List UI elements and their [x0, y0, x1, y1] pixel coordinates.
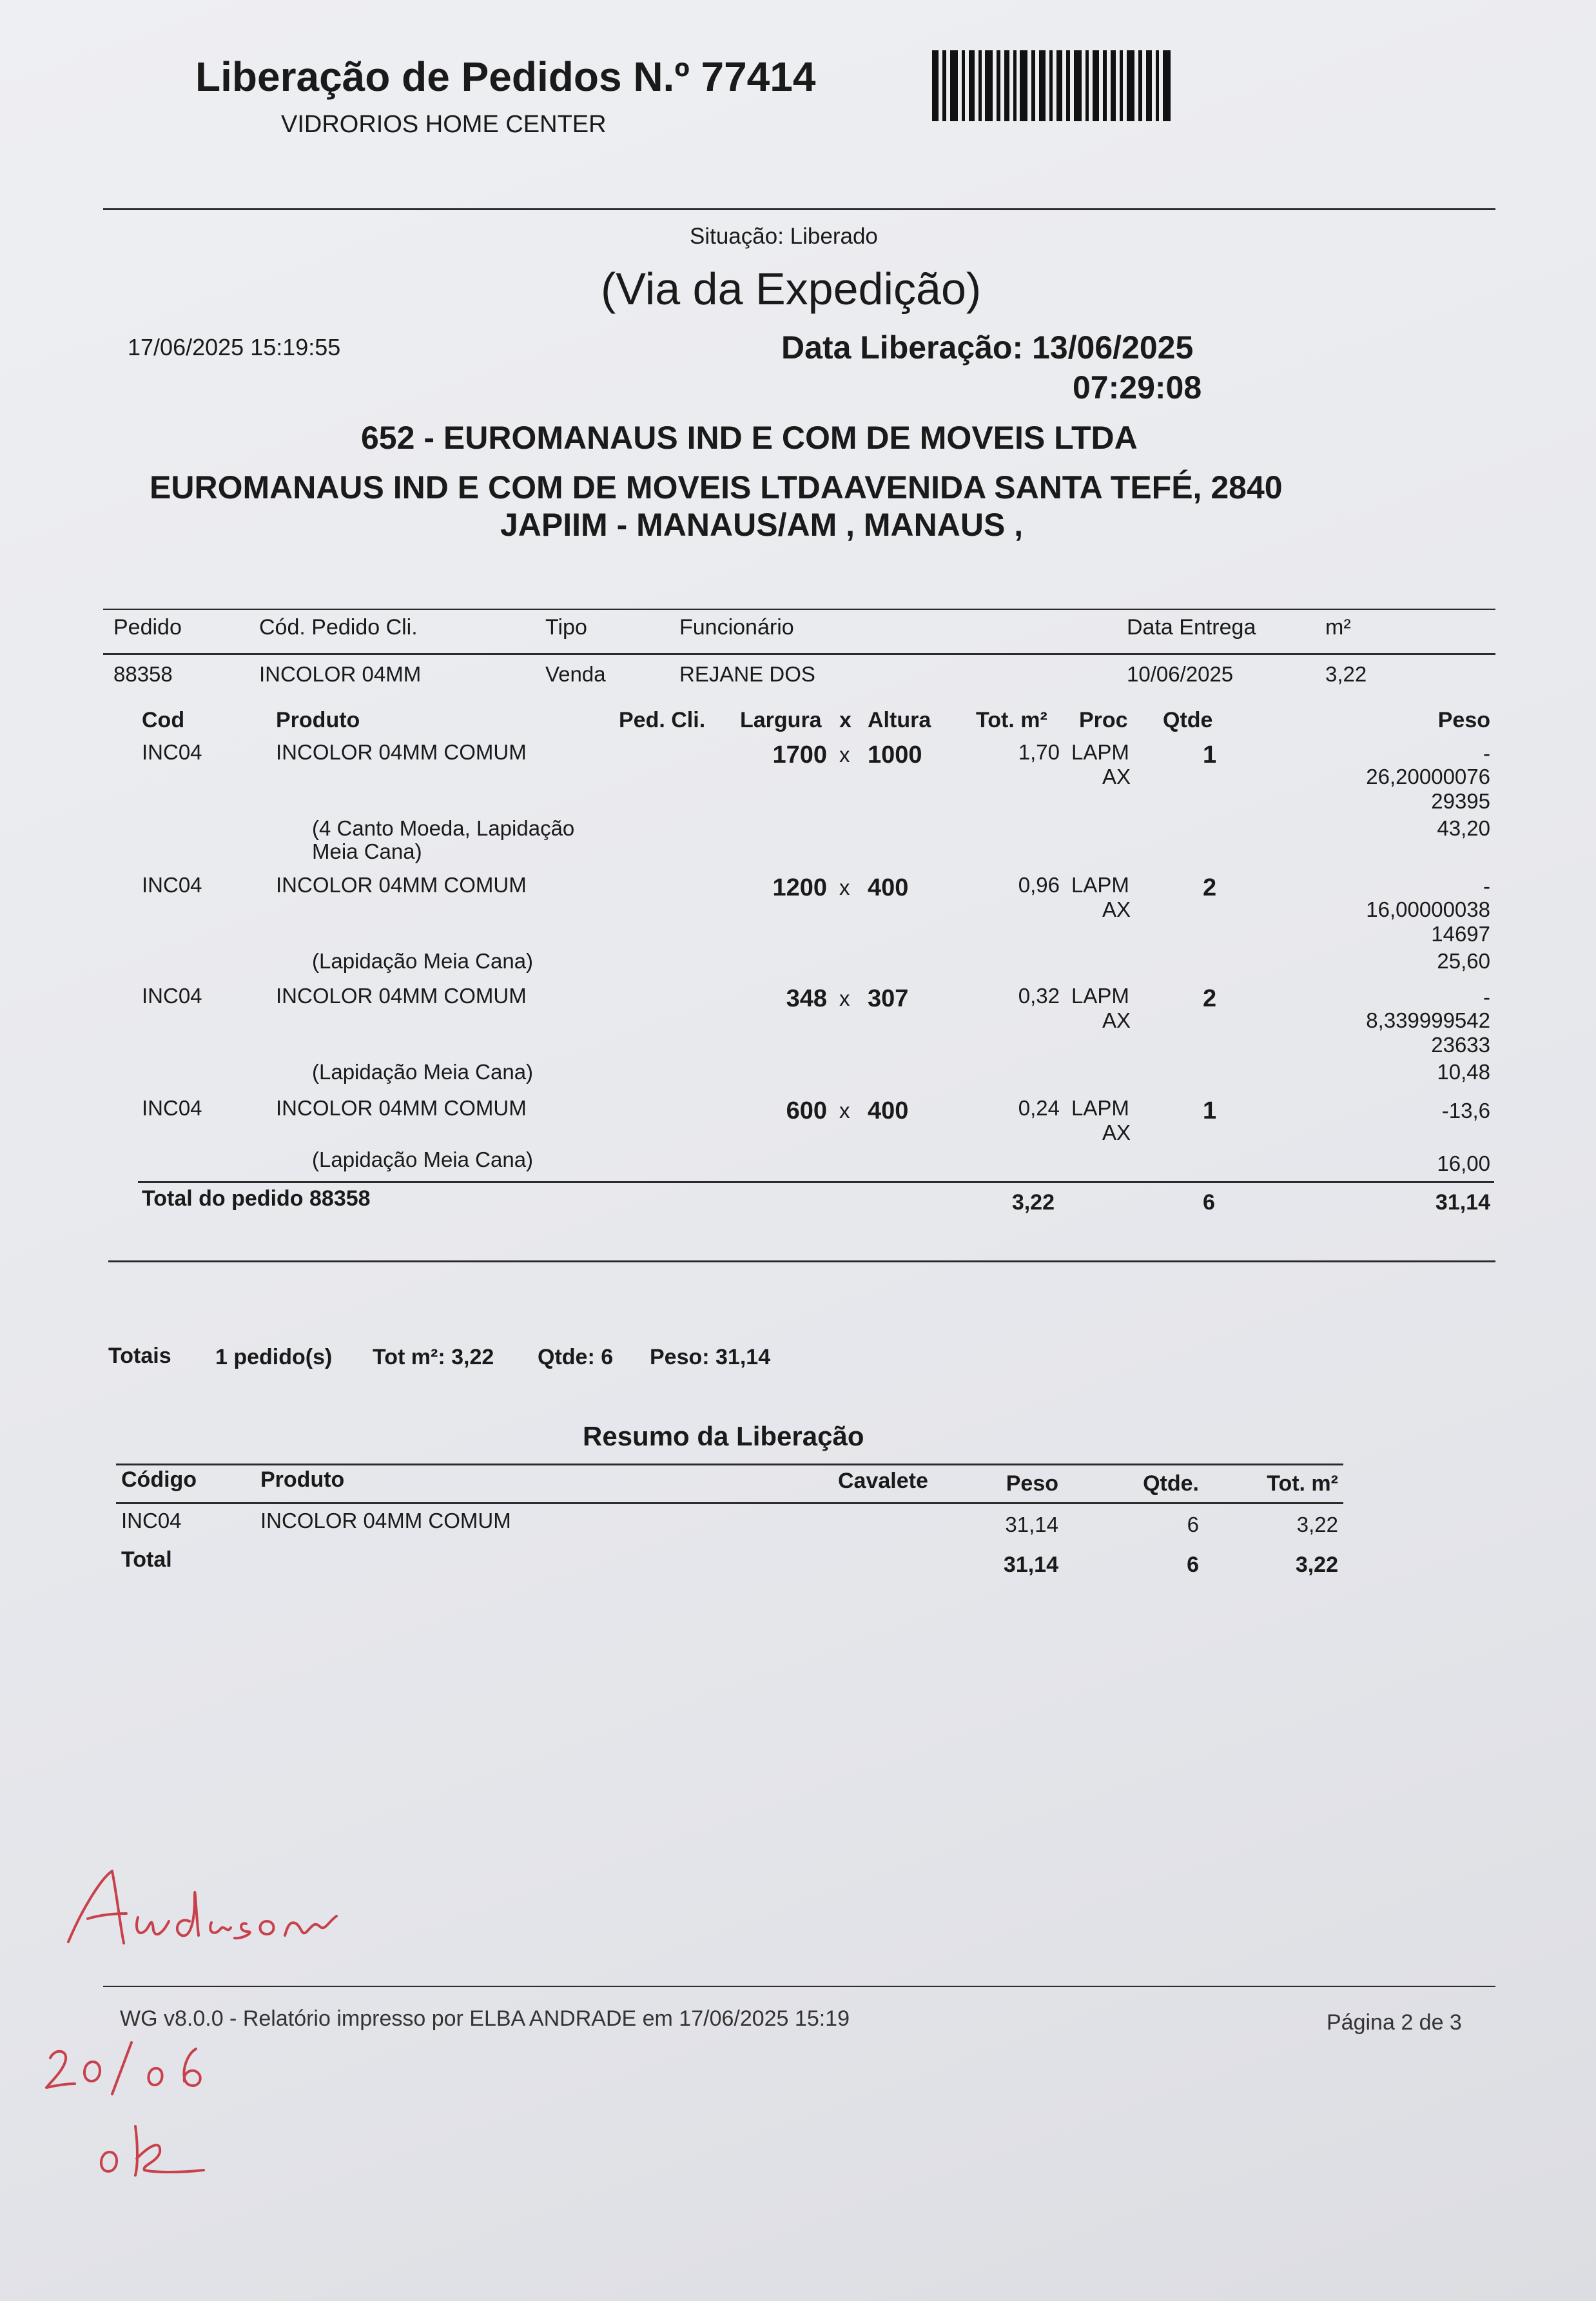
resumo-col-codigo: Código	[121, 1467, 197, 1492]
resumo-row-qtde: 6	[1187, 1513, 1199, 1536]
items-col-altura: Altura	[868, 708, 931, 732]
row2-peso-dash: -	[1483, 874, 1490, 898]
order-table-top-rule	[103, 609, 1495, 610]
row4-qtde: 1	[1203, 1097, 1217, 1124]
col-pedido: Pedido	[113, 615, 182, 640]
row4-peso-3: 16,00	[1437, 1151, 1490, 1175]
barcode-icon	[932, 50, 1177, 121]
row2-peso-2: 14697	[1431, 922, 1490, 946]
resumo-total-label: Total	[121, 1547, 172, 1572]
items-total-m2: 3,22	[1011, 1190, 1055, 1215]
row2-tot-m2: 0,96	[1018, 873, 1060, 897]
items-col-tot-m2: Tot. m²	[976, 708, 1047, 732]
row1-proc2: AX	[1102, 765, 1131, 788]
col-funcionario: Funcionário	[679, 615, 794, 640]
row4-cod: INC04	[142, 1096, 202, 1120]
row1-altura: 1000	[868, 741, 922, 769]
items-col-ped-cli: Ped. Cli.	[619, 708, 706, 732]
row2-proc1: LAPM	[1071, 873, 1129, 897]
row2-peso-3: 25,60	[1437, 949, 1490, 973]
row2-proc2: AX	[1102, 897, 1131, 921]
row3-peso-3: 10,48	[1437, 1060, 1490, 1084]
print-datetime: 17/06/2025 15:19:55	[128, 334, 341, 360]
items-total-qtde: 6	[1203, 1190, 1215, 1215]
row1-peso-2: 29395	[1431, 789, 1490, 813]
row3-cod: INC04	[142, 984, 202, 1008]
row3-peso-2: 23633	[1431, 1033, 1490, 1057]
handwritten-date-note	[41, 2030, 228, 2100]
footer-rule	[103, 1986, 1495, 1987]
resumo-header-rule	[116, 1502, 1343, 1504]
section-rule	[108, 1260, 1495, 1262]
copy-label: (Via da Expedição)	[601, 264, 982, 314]
items-col-produto: Produto	[276, 708, 360, 732]
totals-qtde: Qtde: 6	[538, 1345, 614, 1369]
totals-label: Totais	[108, 1344, 171, 1368]
row1-produto: INCOLOR 04MM COMUM	[276, 740, 527, 764]
order-funcionario-value: REJANE DOS	[679, 662, 815, 686]
row2-note1: (Lapidação Meia Cana)	[312, 949, 534, 973]
row4-produto: INCOLOR 04MM COMUM	[276, 1096, 527, 1120]
resumo-row-codigo: INC04	[121, 1509, 182, 1532]
client-address-line1: EUROMANAUS IND E COM DE MOVEIS LTDAAVENIDA SANTA TEFÉ, 2840	[150, 469, 1283, 505]
client-name: 652 - EUROMANAUS IND E COM DE MOVEIS LTDA	[361, 420, 1138, 456]
row1-tot-m2: 1,70	[1018, 740, 1060, 764]
row1-note1: (4 Canto Moeda, Lapidação	[312, 816, 575, 840]
order-tipo-value: Venda	[545, 662, 606, 686]
order-cod-cli-value: INCOLOR 04MM	[259, 662, 422, 686]
items-col-largura: Largura	[740, 708, 822, 732]
row4-largura: 600	[786, 1097, 827, 1124]
order-pedido-value: 88358	[113, 662, 173, 686]
row2-altura: 400	[868, 874, 909, 901]
resumo-col-produto: Produto	[260, 1467, 345, 1492]
row3-produto: INCOLOR 04MM COMUM	[276, 984, 527, 1008]
col-tipo: Tipo	[545, 615, 587, 640]
row2-produto: INCOLOR 04MM COMUM	[276, 873, 527, 897]
row1-peso-3: 43,20	[1437, 816, 1490, 840]
row3-proc1: LAPM	[1071, 984, 1129, 1008]
row3-qtde: 2	[1203, 985, 1217, 1012]
resumo-col-qtde: Qtde.	[1143, 1471, 1199, 1496]
items-col-peso: Peso	[1437, 708, 1490, 732]
row1-note2: Meia Cana)	[312, 839, 422, 863]
items-col-x: x	[839, 708, 852, 732]
row1-cod: INC04	[142, 740, 202, 764]
order-data-entrega-value: 10/06/2025	[1127, 662, 1234, 686]
row1-peso-dash: -	[1483, 741, 1490, 765]
row3-tot-m2: 0,32	[1018, 984, 1060, 1008]
client-address-line2: JAPIIM - MANAUS/AM , MANAUS ,	[500, 507, 1024, 543]
col-data-entrega: Data Entrega	[1127, 615, 1256, 640]
resumo-col-cavalete: Cavalete	[838, 1469, 928, 1493]
items-total-rule	[138, 1181, 1494, 1183]
totals-m2: Tot m²: 3,22	[373, 1345, 494, 1369]
row4-proc1: LAPM	[1071, 1096, 1129, 1120]
row4-proc2: AX	[1102, 1121, 1131, 1144]
row4-peso-1: -13,6	[1441, 1099, 1490, 1122]
row3-peso-dash: -	[1483, 985, 1490, 1009]
row2-peso-1: 16,00000038	[1366, 897, 1490, 921]
footer-printed-by: WG v8.0.0 - Relatório impresso por ELBA ANDRADE em 17/06/2025 15:19	[120, 2006, 850, 2031]
row4-note1: (Lapidação Meia Cana)	[312, 1148, 534, 1171]
footer-page-number: Página 2 de 3	[1327, 2010, 1462, 2035]
row1-qtde: 1	[1203, 741, 1217, 769]
header-rule	[103, 208, 1495, 210]
row1-proc1: LAPM	[1071, 740, 1129, 764]
resumo-row-peso: 31,14	[1005, 1513, 1058, 1536]
resumo-total-tot-m2: 3,22	[1295, 1552, 1338, 1577]
row1-peso-1: 26,20000076	[1366, 765, 1490, 788]
resumo-top-rule	[116, 1464, 1343, 1465]
release-time: 07:29:08	[1073, 369, 1202, 406]
resumo-title: Resumo da Liberação	[583, 1421, 864, 1451]
row4-altura: 400	[868, 1097, 909, 1124]
resumo-row-tot-m2: 3,22	[1296, 1513, 1338, 1536]
items-total-label: Total do pedido 88358	[142, 1186, 371, 1211]
col-m2: m²	[1325, 615, 1351, 640]
totals-peso: Peso: 31,14	[650, 1345, 771, 1369]
row2-x: x	[839, 876, 850, 899]
row4-x: x	[839, 1099, 850, 1122]
release-date: Data Liberação: 13/06/2025	[781, 329, 1194, 366]
handwritten-ok-note	[90, 2113, 219, 2184]
resumo-total-qtde: 6	[1187, 1552, 1199, 1577]
resumo-col-tot-m2: Tot. m²	[1267, 1471, 1338, 1496]
row1-x: x	[839, 743, 850, 767]
items-total-peso: 31,14	[1435, 1190, 1490, 1215]
row2-qtde: 2	[1203, 874, 1217, 901]
col-cod-pedido-cli: Cód. Pedido Cli.	[259, 615, 418, 640]
row1-largura: 1700	[772, 741, 827, 769]
order-m2-value: 3,22	[1325, 662, 1367, 686]
resumo-col-peso: Peso	[1006, 1471, 1058, 1496]
items-col-proc: Proc	[1079, 708, 1128, 732]
row2-cod: INC04	[142, 873, 202, 897]
items-col-cod: Cod	[142, 708, 185, 732]
company-name: VIDRORIOS HOME CENTER	[281, 111, 607, 138]
row3-largura: 348	[786, 985, 827, 1012]
row4-tot-m2: 0,24	[1018, 1096, 1060, 1120]
row3-peso-1: 8,339999542	[1366, 1008, 1490, 1032]
resumo-row-produto: INCOLOR 04MM COMUM	[260, 1509, 511, 1532]
status-label: Situação: Liberado	[690, 224, 878, 249]
row3-proc2: AX	[1102, 1008, 1131, 1032]
document-title: Liberação de Pedidos N.º 77414	[195, 54, 816, 100]
totals-pedidos: 1 pedido(s)	[215, 1345, 333, 1369]
order-table-header-rule	[103, 653, 1495, 655]
handwritten-signature	[62, 1859, 410, 1956]
resumo-total-peso: 31,14	[1003, 1552, 1058, 1577]
row3-x: x	[839, 986, 850, 1010]
items-col-qtde: Qtde	[1163, 708, 1213, 732]
row2-largura: 1200	[772, 874, 827, 901]
row3-altura: 307	[868, 985, 909, 1012]
row3-note1: (Lapidação Meia Cana)	[312, 1060, 534, 1084]
